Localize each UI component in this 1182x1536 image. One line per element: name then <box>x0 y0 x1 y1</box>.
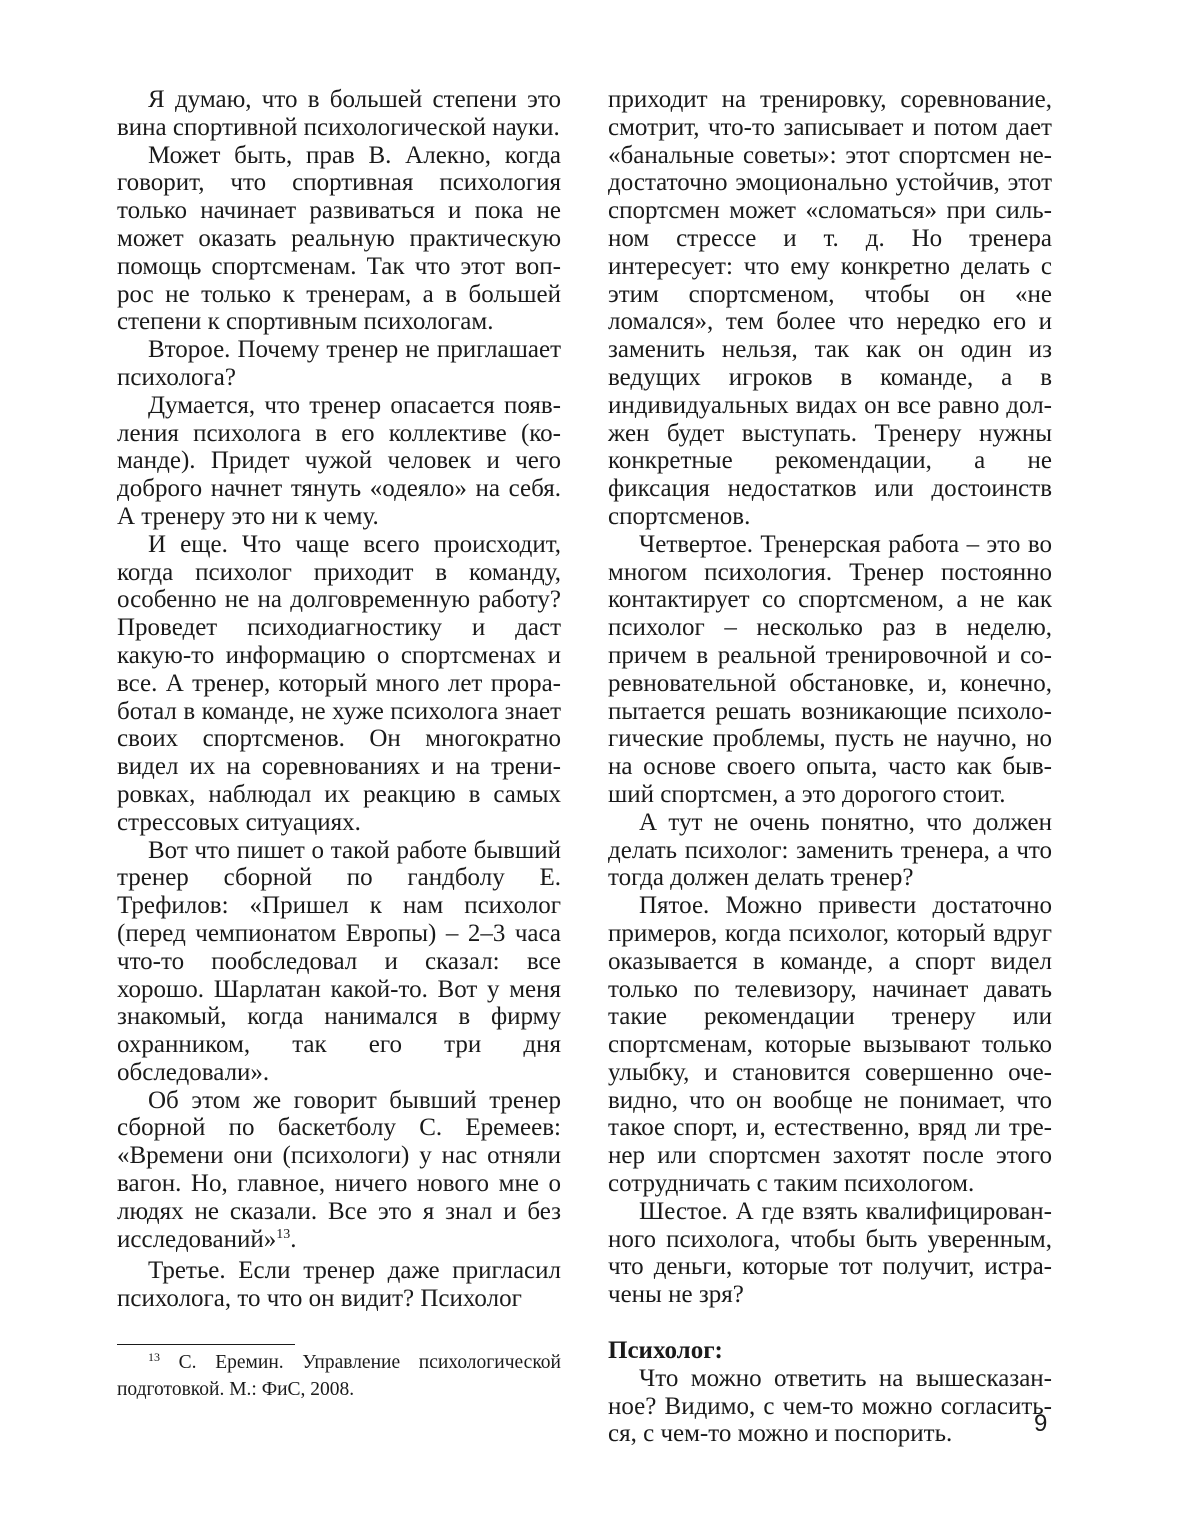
paragraph: Вот что пишет о такой работе бывший тренер сборной по гандболу Е. Трефилов: «Пришел к нам психолог (перед чемпионатом Европы) – 2–3 часа что-то пообследовал и сказал: все хорошо. Шарлатан какой-то. Вот у меня знакомый, когда нанимался в фирму охранником, так его три дня обследовали». <box>117 836 561 1086</box>
paragraph: Второе. Почему тренер не приглашает психолога? <box>117 336 561 391</box>
footnote-divider <box>117 1344 295 1345</box>
footnote-reference[interactable]: 13 <box>276 1226 291 1242</box>
paragraph: Третье. Если тренер даже пригласил психолога, то что он видит? Психолог <box>117 1257 561 1313</box>
paragraph: И еще. Что чаще всего происходит, когда психолог приходит в команду, особенно не на долговременную работу? Проведет психодиагностику и даст какую-то информацию о спортсменах и все. А тренер, который много лет проработал в команде, не хуже психолога знает своих спортсменов. Он многократно видел их на соревнованиях и на тренировках, наблюдал их реакцию в самых стрессовых ситуациях. <box>117 530 561 836</box>
paragraph: Пятое. Можно привести достаточно примеров, когда психолог, который вдруг оказывается в команде, а спорт видел только по телевизору, начинает давать такие рекомендации тренеру или спортсменам, которые вызывают только улыбку, и становится совершенно очевидно, что он вообще не понимает, что такое спорт, и, естественно, вряд ли тренер или спортсмен захотят после этого сотрудничать с таким психологом. <box>608 892 1052 1198</box>
section-heading: Психолог: <box>608 1337 723 1365</box>
paragraph <box>117 1087 561 1258</box>
footnote-text: С. Еремин. Управление психологической подготовкой. М.: ФиС, 2008. <box>117 1352 561 1400</box>
paragraph-text: Об этом же говорит бывший тренер сборной по баскетболу С. Еремеев: «Времени они (психологи) у нас отняли вагон. Но, главное, ничего нового мне о людях не сказали. Все это я знал и без исследований» <box>117 1086 561 1253</box>
paragraph: Я думаю, что в большей степени это вина спортивной психологической науки. <box>117 86 561 141</box>
paragraph: Думается, что тренер опасается появления психолога в его коллективе (команде). Придет чужой человек и чего доброго начнет тянуть «одеяло» на себя. А тренеру это ни к чему. <box>117 391 561 530</box>
footnote-number: 13 <box>148 1350 160 1364</box>
right-column <box>608 86 1052 1448</box>
paragraph: Что можно ответить на вышесказанное? Видимо, с чем-то можно согласиться, с чем-то можно и поспорить. <box>608 1364 1052 1448</box>
paragraph: А тут не очень понятно, что должен делать психолог: заменить тренера, а что тогда должен делать тренер? <box>608 808 1052 892</box>
paragraph: Шестое. А где взять квалифицированного психолога, чтобы быть уверенным, что деньги, которые тот получит, истрачены не зря? <box>608 1197 1052 1309</box>
paragraph: приходит на тренировку, соревнование, смотрит, что-то записывает и потом дает «банальные советы»: этот спортсмен недостаточно эмоционально устойчив, этот спортсмен может «сломаться» при сильном стрессе и т. д. Но тренера интересует: что ему конкретно делать с этим спортсменом, чтобы он «не ломался», тем более что нередко его и заменить нельзя, так как он один из ведущих игроков в команде, а в индивидуальных видах он все равно должен будет выступать. Тренеру нужны конкретные рекомендации, а не фиксация недостатков или достоинств спортсменов. <box>608 86 1052 530</box>
paragraph: Может быть, прав В. Алекно, когда говорит, что спортивная психология только начинает развиваться и пока не может оказать реальную практическую помощь спортсменам. Так что этот вопрос не только к тренерам, а в большей степени к спортивным психологам. <box>117 141 561 336</box>
page-number: 9 <box>1034 1410 1048 1437</box>
paragraph: Четвертое. Тренерская работа – это во многом психология. Тренер постоянно контактирует со спортсменом, а не как психолог – несколько раз в неделю, причем в реальной тренировочной и соревновательной обстановке, и, конечно, пытается решать возникающие психологические проблемы, пусть не научно, но на основе своего опыта, часто как бывший спортсмен, а это дорогого стоит. <box>608 530 1052 808</box>
paragraph-end: . <box>290 1225 297 1253</box>
footnote <box>117 1350 561 1402</box>
left-column <box>117 86 561 1313</box>
